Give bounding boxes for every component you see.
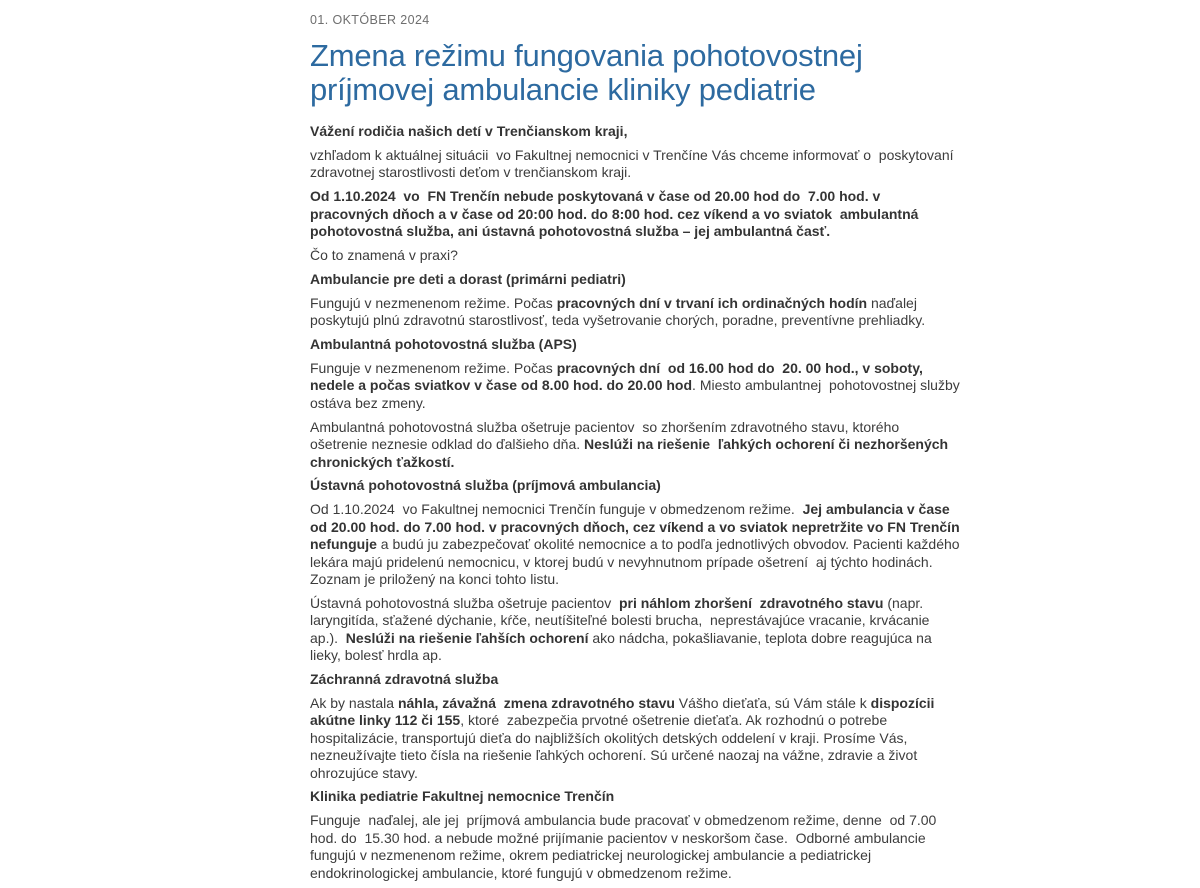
- bold-text-run: Jej ambulancia v čase od 20.00 hod. do 7.00 hod. v pracovných dňoch, cez víkend a vo sviatok nepretržite vo FN Trenčín nefunguje: [310, 501, 964, 553]
- text-run: ako nádcha, pokašliavanie, teplota dobre reagujúca na lieky, bolesť hrdla ap.: [310, 629, 936, 664]
- text-run: Ambulantná pohotovostná služba ošetruje pacientov so zhoršením zdravotného stavu, ktorého ošetrenie neznesie odklad do ďalšieho dňa.: [310, 418, 904, 453]
- bold-text-run: dispozícii akútne linky 112 či 155: [310, 694, 939, 729]
- service-suspension-notice: [310, 188, 960, 240]
- inpatient-emergency-hours: [310, 501, 964, 588]
- bold-text-run: pracovných dní od 16.00 hod do 20. 00 hod., v soboty, nedele a počas sviatkov v čase od 8.00 hod. do 20.00 hod: [310, 359, 927, 394]
- text-run: Vášho dieťaťa, sú Vám stále k: [674, 694, 871, 711]
- bold-text-run: Ambulancie pre deti a dorast (primárni pediatri): [310, 270, 626, 287]
- text-run: Ústavná pohotovostná služba ošetruje pacientov: [310, 594, 619, 611]
- text-run: , ktoré zabezpečia prvotné ošetrenie dieťaťa. Ak rozhodnú o potrebe hospitalizácie, transportujú dieťa do najbližších okolitých detských oddelení v kraji. Prosíme Vás, nezneužívajte tieto čísla na riešenie ľahkých ochorení. Sú určené naozaj na vážne, zdravie a život ohrozujúce stavy.: [310, 712, 922, 781]
- text-run: Ak by nastala: [310, 694, 398, 711]
- bold-text-run: Neslúži na riešenie ľahších ochorení: [345, 629, 589, 646]
- rescue-service-info: [310, 695, 960, 782]
- bold-text-run: Od 1.10.2024 vo FN Trenčín nebude poskytovaná v čase od 20.00 hod do 7.00 hod. v pracovných dňoch a v čase od 20:00 hod. do 8:00 hod. cez víkend a vo sviatok ambulantná pohotovostná služba, ani ústavná pohotovostná služba – jej ambulantná časť.: [310, 188, 923, 240]
- text-run: Fungujú v nezmenenom režime. Počas: [310, 294, 557, 311]
- bold-text-run: pracovných dní v trvaní ich ordinačných hodín: [556, 294, 868, 311]
- bold-text-run: Ambulantná pohotovostná služba (APS): [310, 336, 577, 353]
- bold-text-run: Záchranná zdravotná služba: [310, 670, 499, 687]
- text-run: . Miesto ambulantnej pohotovostnej služby ostáva bez zmeny.: [310, 377, 964, 411]
- bold-text-run: pri náhlom zhoršení zdravotného stavu: [618, 594, 884, 611]
- text-run: naďalej poskytujú plnú zdravotnú starostlivosť, teda vyšetrovanie chorých, poradne, preventívne prehliadky.: [310, 294, 926, 329]
- bold-text-run: Ústavná pohotovostná služba (príjmová ambulancia): [310, 477, 661, 494]
- heading-pediatric-clinic: [310, 788, 960, 805]
- aps-purpose: [310, 419, 960, 471]
- text-run: a budú ju zabezpečovať okolité nemocnice a to podľa jednotlivých obvodov. Pacienti každého lekára majú pridelenú nemocnicu, v ktorej budú v nevyhnutnom prípade ošetrení aj týchto hodinách. Zoznam je priložený na konci tohto listu.: [310, 536, 964, 587]
- heading-rescue-service: [310, 671, 960, 688]
- heading-primary-pediatricians: [310, 271, 960, 288]
- bold-text-run: Klinika pediatrie Fakultnej nemocnice Trenčín: [310, 788, 615, 805]
- article-title: Zmena režimu fungovania pohotovostnej príjmovej ambulancie kliniky pediatrie: [310, 38, 863, 107]
- heading-inpatient-emergency: [310, 477, 960, 494]
- text-run: Funguje naďalej, ale jej príjmová ambulancia bude pracovať v obmedzenom režime, denne od 7.00 hod. do 15.30 hod. a nebude možné prijímanie pacientov v neskoršom čase. Odborné ambulancie fungujú v nezmenenom režime, okrem pediatrickej neurologickej ambulancie a pediatrickej endokrinologickej ambulancie, ktoré fungujú v obmedzenom režime.: [310, 812, 941, 881]
- article-date: 01. OKTÓBER 2024: [310, 13, 430, 27]
- article-content: [310, 0, 964, 888]
- inpatient-emergency-purpose: [310, 595, 960, 665]
- bold-text-run: náhla, závažná zmena zdravotného stavu: [397, 694, 675, 711]
- primary-pediatricians-info: [310, 295, 960, 330]
- bold-text-run: Neslúži na riešenie ľahkých ochorení či nezhoršených chronických ťažkostí.: [310, 436, 952, 470]
- greeting: [310, 123, 960, 140]
- pediatric-clinic-info: [310, 812, 960, 882]
- text-run: vzhľadom k aktuálnej situácii vo Fakultnej nemocnici v Trenčíne Vás chceme informovať o poskytovaní zdravotnej starostlivosti deťom v trenčianskom kraji.: [310, 146, 958, 181]
- bold-text-run: Vážení rodičia našich detí v Trenčianskom kraji,: [310, 123, 628, 139]
- text-run: Funguje v nezmenenom režime. Počas: [310, 359, 557, 376]
- heading-aps: [310, 336, 960, 353]
- text-run: (napr. laryngitída, sťažené dýchanie, kŕče, neutíšiteľné bolesti brucha, neprestávajúce vracanie, krvácanie ap.).: [310, 594, 934, 646]
- intro: [310, 147, 960, 182]
- question: [310, 247, 960, 264]
- aps-hours: [310, 359, 964, 412]
- text-run: Od 1.10.2024 vo Fakultnej nemocnici Trenčín funguje v obmedzenom režime.: [310, 501, 803, 518]
- article-body: [310, 123, 964, 882]
- text-run: Čo to znamená v praxi?: [310, 246, 458, 263]
